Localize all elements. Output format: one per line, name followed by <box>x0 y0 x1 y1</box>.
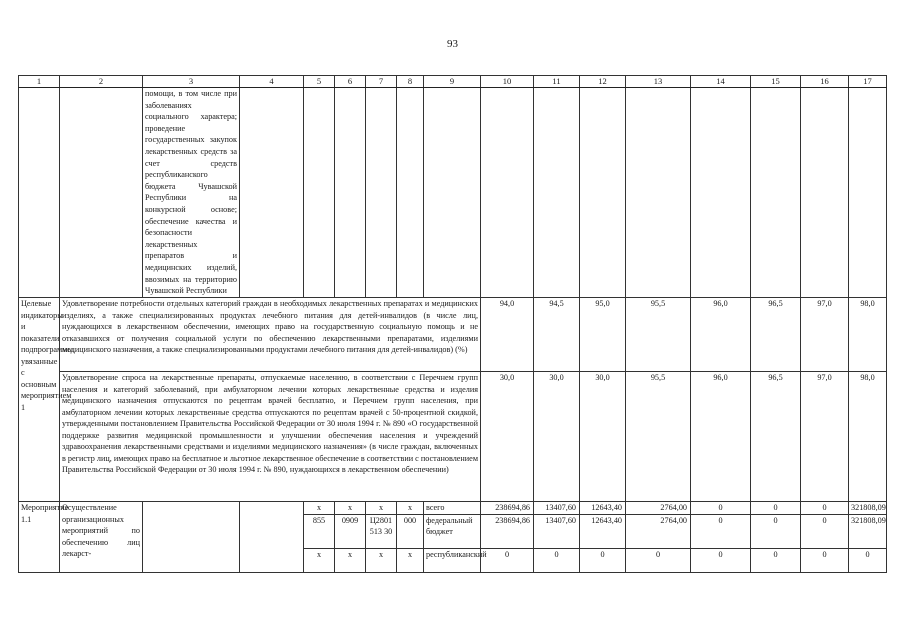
activity-row <box>19 502 887 515</box>
funding-value: 12643,40 <box>580 502 626 515</box>
col-header: 10 <box>481 76 534 88</box>
funding-value: 0 <box>801 502 849 515</box>
col-header: 7 <box>366 76 397 88</box>
funding-value: 0 <box>580 548 626 572</box>
budget-code-cell: x <box>335 548 366 572</box>
funding-value: 0 <box>849 548 887 572</box>
funding-value: 238694,86 <box>481 514 534 548</box>
page-number: 93 <box>447 38 458 50</box>
indicator-value: 97,0 <box>801 298 849 372</box>
funding-value: 0 <box>751 502 801 515</box>
budget-code-cell: x <box>397 502 424 515</box>
funding-value: 2764,00 <box>626 502 691 515</box>
budget-code-cell: x <box>304 502 335 515</box>
funding-source: федеральный бюджет <box>424 514 481 548</box>
budget-code-cell: 855 <box>304 514 335 548</box>
col-header: 2 <box>60 76 143 88</box>
indicator-value: 94,0 <box>481 298 534 372</box>
indicator-value: 30,0 <box>580 372 626 502</box>
budget-code-cell: x <box>304 548 335 572</box>
funding-value: 0 <box>801 514 849 548</box>
funding-source: всего <box>424 502 481 515</box>
indicator-value: 97,0 <box>801 372 849 502</box>
funding-value: 321808,09 <box>849 502 887 515</box>
funding-value: 0 <box>534 548 580 572</box>
col-header: 8 <box>397 76 424 88</box>
col-header: 4 <box>240 76 304 88</box>
budget-code-cell: x <box>335 502 366 515</box>
funding-value: 238694,86 <box>481 502 534 515</box>
continued-row <box>19 88 887 298</box>
funding-value: 13407,60 <box>534 502 580 515</box>
header-row <box>19 76 887 88</box>
activity-description: Осуществление организационных мероприятий по обеспечению лиц лекарст- <box>60 502 143 573</box>
target-indicators-label: Целевые индикаторы и показатели подпрограммы, увязанные с основным мероприятием 1 <box>19 298 60 502</box>
budget-code-cell: 0909 <box>335 514 366 548</box>
funding-value: 0 <box>801 548 849 572</box>
funding-value: 0 <box>751 514 801 548</box>
funding-value: 321808,09 <box>849 514 887 548</box>
funding-value: 0 <box>691 502 751 515</box>
col-header: 15 <box>751 76 801 88</box>
indicator-text: Удовлетворение спроса на лекарственные препараты, отпускаемые населению, в соответствии с Перечнем групп населения и категорий заболеваний, при амбулаторном лечении которых лекарственные средства и изделия медицинского назначения отпускаются по рецептам врачей бесплатно, и Перечнем групп населения, при амбулаторном лечении которых лекарственные средства отпускаются по рецептам врачей с 50-процентной скидкой, утвержденными постановлением Правительства Российской Федерации от 30 июля 1994 г. № 890 «О государственной поддержке развития медицинской промышленности и улучшении обеспечения населения и учреждений здравоохранения лекарственными средствами и изделиями медицинского назначения» (в числе граждан, включенных в регистр лиц, имеющих право на бесплатное и льготное лекарственное обеспечение в соответствии с постановлением Правительства Российской Федерации от 30 июля 1994 г. № 890, нуждающихся в лекарственном обеспечении) <box>60 372 481 502</box>
funding-value: 13407,60 <box>534 514 580 548</box>
budget-code-cell: 000 <box>397 514 424 548</box>
indicator-value: 95,0 <box>580 298 626 372</box>
col-header: 9 <box>424 76 481 88</box>
indicator-value: 95,5 <box>626 298 691 372</box>
indicator-value: 96,0 <box>691 372 751 502</box>
col-header: 6 <box>335 76 366 88</box>
indicator-row <box>19 372 887 502</box>
budget-code-cell: x <box>366 502 397 515</box>
col-header: 12 <box>580 76 626 88</box>
indicator-value: 98,0 <box>849 372 887 502</box>
funding-value: 0 <box>626 548 691 572</box>
budget-code-cell: Ц2801513 30 <box>366 514 397 548</box>
col-header: 14 <box>691 76 751 88</box>
program-table <box>18 75 887 573</box>
funding-value: 0 <box>751 548 801 572</box>
indicator-row <box>19 298 887 372</box>
col-header: 1 <box>19 76 60 88</box>
col-header: 16 <box>801 76 849 88</box>
indicator-value: 30,0 <box>534 372 580 502</box>
funding-value: 0 <box>481 548 534 572</box>
indicator-value: 96,0 <box>691 298 751 372</box>
funding-source: республиканский <box>424 548 481 572</box>
funding-value: 0 <box>691 548 751 572</box>
indicator-value: 96,5 <box>751 298 801 372</box>
col-header: 17 <box>849 76 887 88</box>
indicator-value: 94,5 <box>534 298 580 372</box>
col-header: 3 <box>143 76 240 88</box>
col-header: 5 <box>304 76 335 88</box>
indicator-value: 95,5 <box>626 372 691 502</box>
funding-value: 2764,00 <box>626 514 691 548</box>
indicator-value: 96,5 <box>751 372 801 502</box>
indicator-value: 30,0 <box>481 372 534 502</box>
budget-code-cell: x <box>366 548 397 572</box>
indicator-value: 98,0 <box>849 298 887 372</box>
col-header: 11 <box>534 76 580 88</box>
continued-description: помощи, в том числе при заболеваниях социального характера; проведение государственных закупок лекарственных средств за счет средств республиканского бюджета Чувашской Республики на конкурсной основе; обеспечение качества и безопасности лекарственных препаратов и медицинских изделий, ввозимых на территорию Чувашской Республики <box>143 88 240 298</box>
funding-value: 12643,40 <box>580 514 626 548</box>
col-header: 13 <box>626 76 691 88</box>
activity-label: Мероприятие 1.1 <box>19 502 60 573</box>
indicator-text: Удовлетворение потребности отдельных категорий граждан в необходимых лекарственных препаратах и медицинских изделиях, а также специализированных продуктах лечебного питания для детей-инвалидов (в числе лиц, нуждающихся в лекарственном обеспечении, имеющих право на государственную социальную помощь и не отказавшихся от получения социальной услуги по обеспечению лекарственными препаратами, изделиями медицинского назначения, а также специализированными продуктами лечебного питания для детей-инвалидов) (%) <box>60 298 481 372</box>
funding-value: 0 <box>691 514 751 548</box>
budget-code-cell: x <box>397 548 424 572</box>
